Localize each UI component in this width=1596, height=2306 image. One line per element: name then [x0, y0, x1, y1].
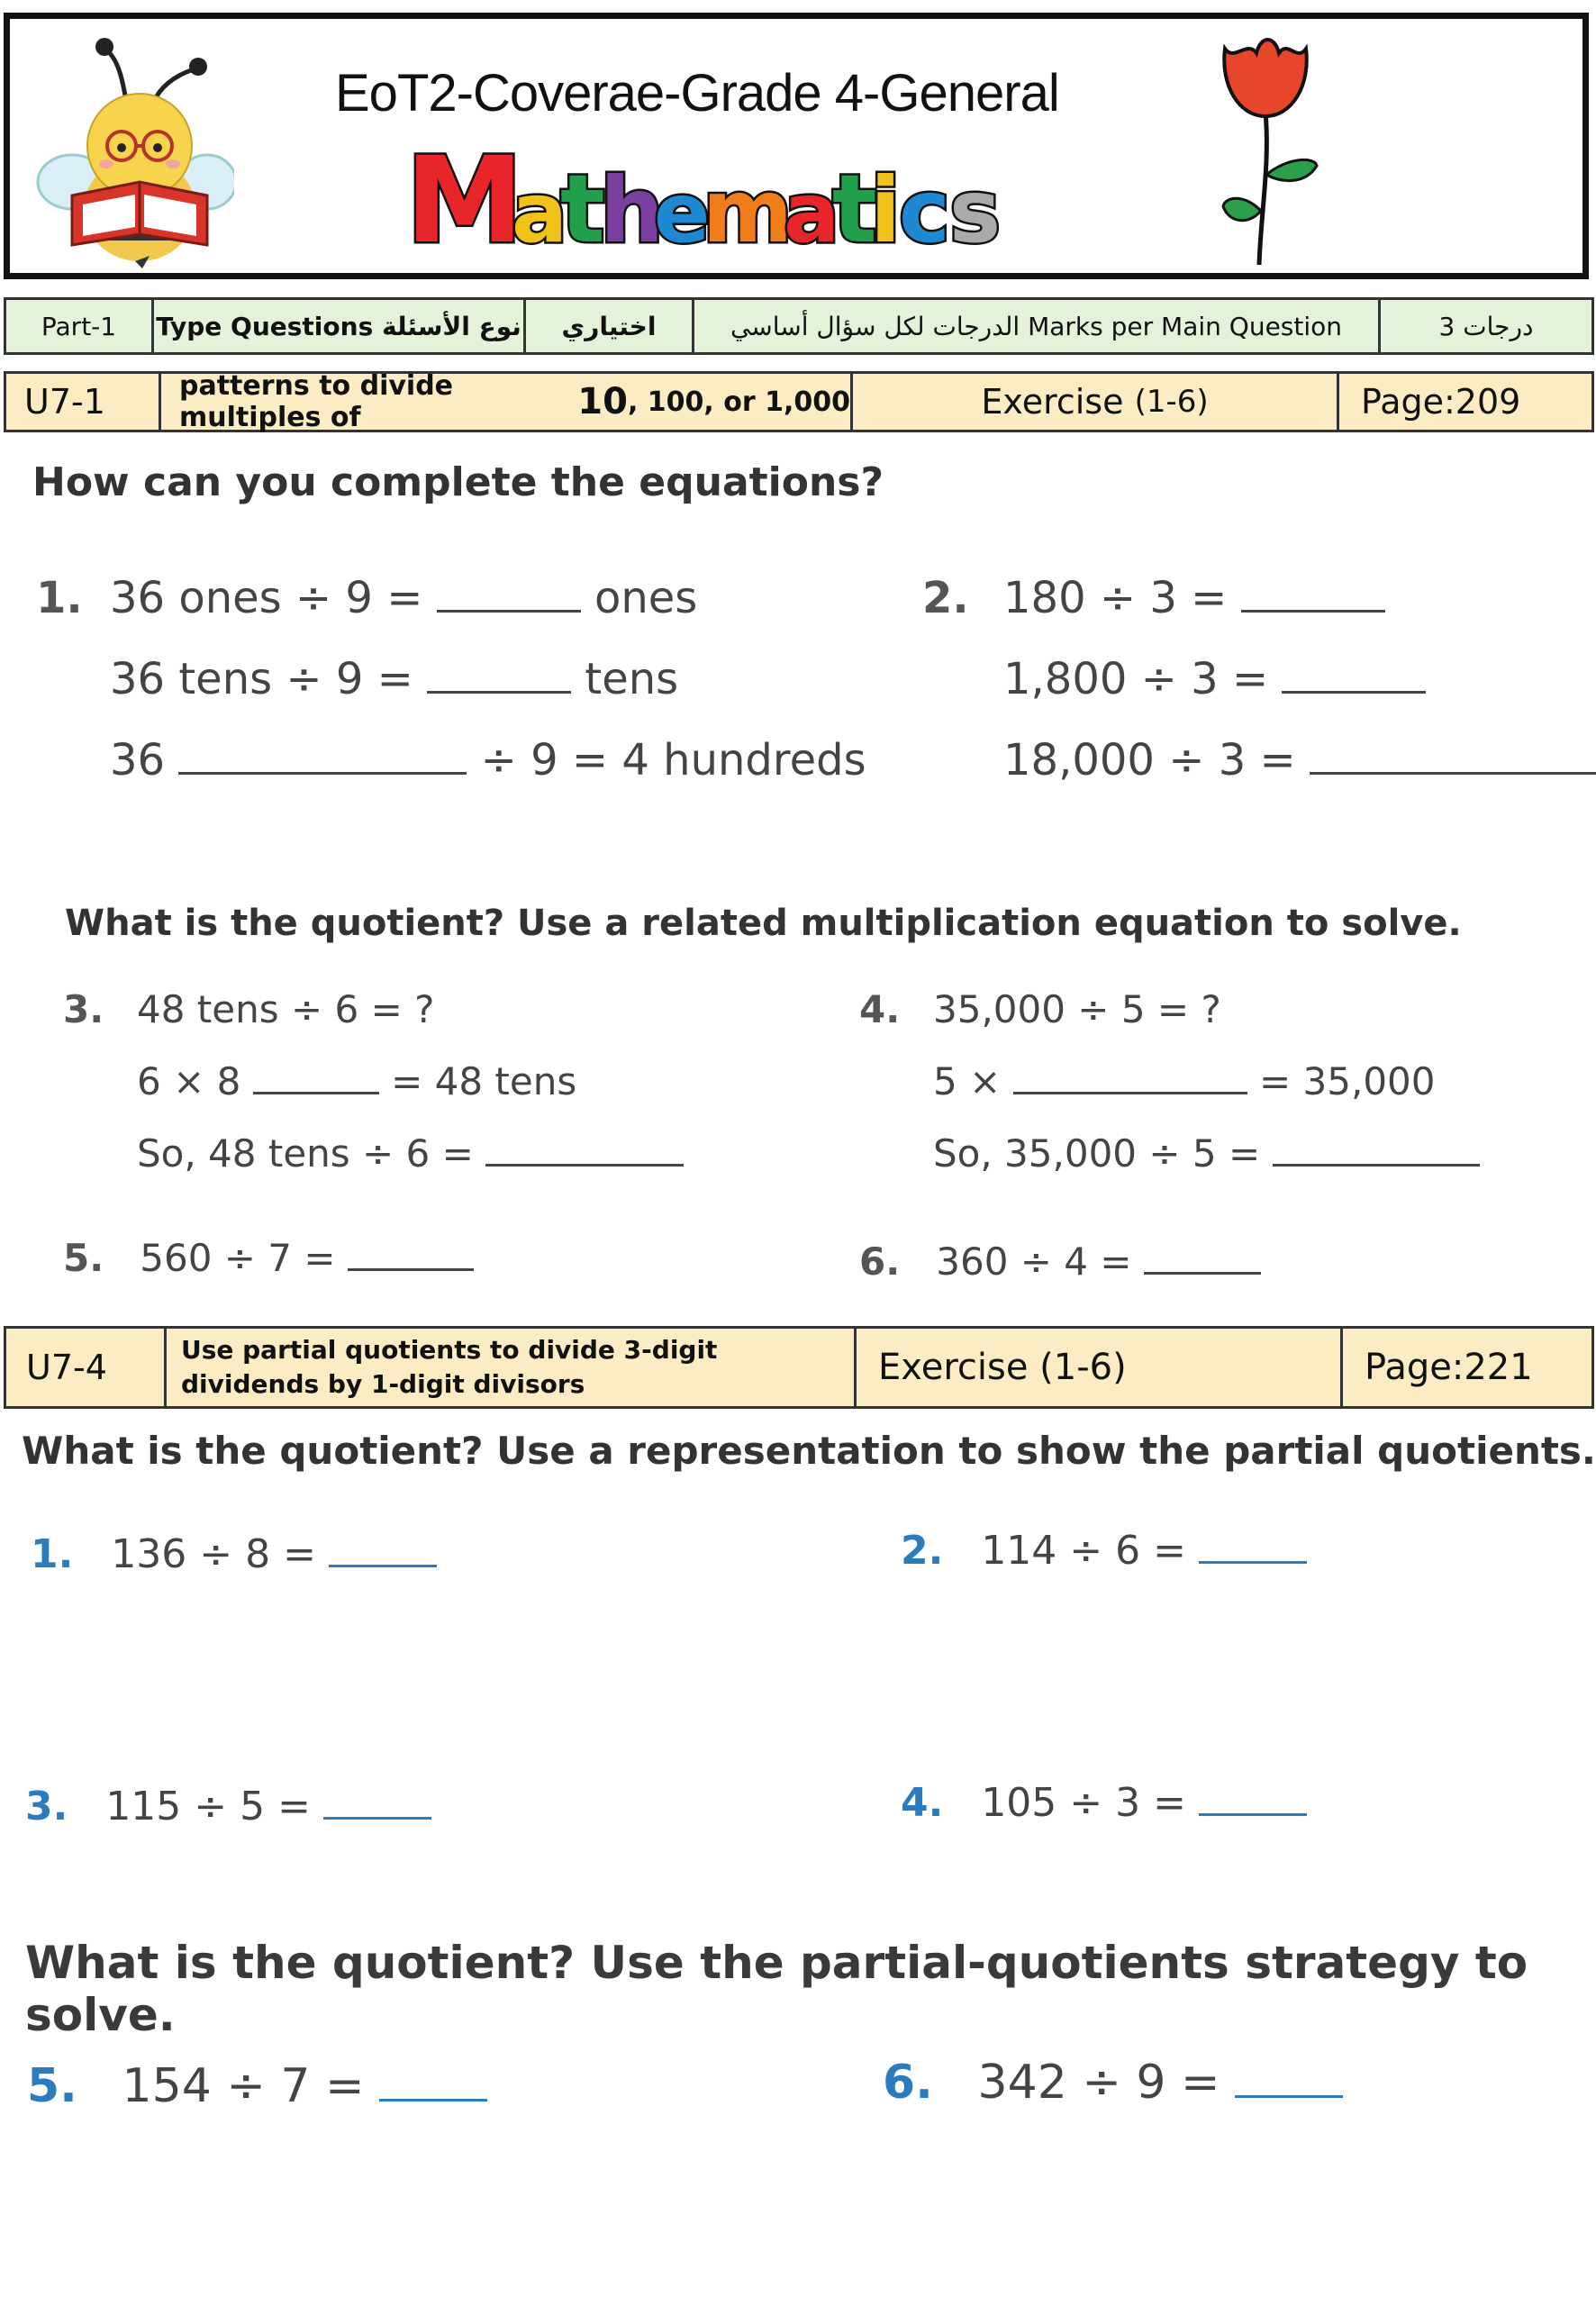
- answer-blank[interactable]: [1235, 2057, 1343, 2098]
- problem-5: [63, 1236, 474, 1280]
- problem-6: [859, 1239, 1261, 1284]
- answer-blank[interactable]: [1310, 736, 1596, 775]
- problem-number: 1.: [36, 573, 83, 623]
- problem-text: 18,000 ÷ 3 =: [1003, 735, 1296, 785]
- question-number: 3.: [25, 1784, 68, 1829]
- problem-number: 6.: [859, 1239, 901, 1284]
- svg-text:s: s: [949, 161, 1002, 261]
- section1-heading2: What is the quotient? Use a related multiplication equation to solve.: [65, 903, 1462, 944]
- question-2: [901, 1528, 1307, 1574]
- answer-blank[interactable]: [1241, 574, 1385, 613]
- question-text: 115 ÷ 5 =: [105, 1784, 311, 1829]
- question-4: [901, 1780, 1307, 1826]
- section2-header-row: [4, 1326, 1594, 1409]
- problem-text: = 48 tens: [391, 1059, 577, 1103]
- topic-text-big: 10: [577, 381, 628, 422]
- problem-text: 36 ones ÷ 9 =: [110, 573, 423, 623]
- answer-blank[interactable]: [485, 1133, 684, 1167]
- question-text: 154 ÷ 7 =: [122, 2059, 365, 2113]
- problem-2c: [1003, 735, 1596, 785]
- info-row: [4, 297, 1594, 355]
- answer-blank[interactable]: [1199, 1529, 1307, 1564]
- exercise-range: (1-6): [1134, 384, 1209, 420]
- answer-blank[interactable]: [437, 574, 581, 613]
- page-label: Page:209: [1361, 382, 1521, 422]
- problem-3c: [137, 1131, 684, 1176]
- problem-4b: [933, 1059, 1436, 1103]
- exercise-label: Exercise (1-6): [857, 1329, 1343, 1406]
- bee-reading-icon: [36, 20, 234, 270]
- marks-label-cell: الدرجات لكل سؤال أساسي Marks per Main Question: [694, 300, 1381, 352]
- problem-text: 180 ÷ 3 =: [1003, 573, 1228, 623]
- answer-blank[interactable]: [178, 736, 467, 775]
- section2-heading2: What is the quotient? Use the partial-quotients strategy to solve.: [25, 1937, 1528, 2041]
- question-number: 6.: [883, 2056, 933, 2110]
- answer-blank[interactable]: [348, 1238, 474, 1271]
- problem-text: = 35,000: [1258, 1059, 1436, 1103]
- flower-icon: [1207, 22, 1324, 270]
- mathematics-logo: [405, 135, 1018, 261]
- problem-text: 360 ÷ 4 =: [936, 1239, 1132, 1284]
- svg-text:h: h: [600, 158, 665, 261]
- problem-number: 3.: [63, 987, 104, 1031]
- part-cell: Part-1: [6, 300, 154, 352]
- problem-4a: 35,000 ÷ 5 = ?: [933, 987, 1221, 1031]
- svg-text:e: e: [654, 165, 711, 261]
- topic-text-pre: patterns to divide multiples of: [179, 370, 454, 433]
- question-1: [31, 1531, 437, 1577]
- choice-cell: اختياري: [526, 300, 694, 352]
- question-3: [25, 1784, 431, 1829]
- answer-blank[interactable]: [1199, 1781, 1307, 1816]
- problem-number: 4.: [859, 987, 901, 1031]
- problem-4c: [933, 1131, 1480, 1176]
- answer-blank[interactable]: [427, 655, 571, 694]
- section1-heading1: How can you complete the equations?: [32, 459, 884, 505]
- problem-text: tens: [585, 654, 679, 704]
- topic-label: [161, 370, 853, 433]
- section1-header-row: [4, 371, 1594, 432]
- question-number: 4.: [901, 1780, 944, 1826]
- problem-3b: [137, 1059, 576, 1103]
- exercise-text: Exercise: [981, 382, 1124, 422]
- problem-1a: [110, 573, 697, 623]
- problem-text: 560 ÷ 7 =: [140, 1236, 336, 1280]
- answer-blank[interactable]: [1144, 1241, 1261, 1275]
- answer-blank[interactable]: [1282, 655, 1426, 694]
- svg-text:t: t: [832, 154, 877, 261]
- problem-text: 5 ×: [933, 1059, 1002, 1103]
- problem-text: ÷ 9 = 4 hundreds: [480, 735, 866, 785]
- question-6: [883, 2056, 1343, 2110]
- problem-text: ones: [594, 573, 698, 623]
- page-title: EoT2-Coverae-Grade 4-General: [335, 64, 1059, 123]
- svg-text:a: a: [512, 165, 568, 261]
- problem-text: 6 × 8: [137, 1059, 241, 1103]
- unit-label: U7-1: [6, 374, 161, 430]
- marks-value-cell: 3 درجات: [1438, 311, 1534, 341]
- problem-text: 1,800 ÷ 3 =: [1003, 654, 1269, 704]
- problem-3a: 48 tens ÷ 6 = ?: [137, 987, 435, 1031]
- problem-text: So, 48 tens ÷ 6 =: [137, 1131, 474, 1176]
- answer-blank[interactable]: [323, 1784, 431, 1820]
- answer-blank[interactable]: [1013, 1061, 1247, 1094]
- question-5: [27, 2059, 487, 2113]
- question-text: 105 ÷ 3 =: [981, 1780, 1186, 1826]
- answer-blank[interactable]: [1273, 1133, 1480, 1167]
- problem-2a: [1003, 573, 1385, 623]
- svg-text:a: a: [784, 165, 840, 261]
- problem-2-number: [922, 573, 969, 623]
- problem-1-number: [36, 573, 83, 623]
- svg-text:m: m: [703, 161, 793, 261]
- problem-text: So, 35,000 ÷ 5 =: [933, 1131, 1261, 1176]
- topic-text-post: , 100, or 1,000: [627, 386, 850, 418]
- question-text: 114 ÷ 6 =: [981, 1528, 1186, 1574]
- question-number: 5.: [27, 2059, 77, 2113]
- question-text: 342 ÷ 9 =: [977, 2056, 1220, 2110]
- section2-heading1: What is the quotient? Use a representation to show the partial quotients.: [22, 1429, 1596, 1473]
- answer-blank[interactable]: [379, 2061, 487, 2102]
- answer-blank[interactable]: [329, 1532, 437, 1567]
- problem-text: 36 tens ÷ 9 =: [110, 654, 413, 704]
- question-number: 1.: [31, 1531, 74, 1577]
- problem-1b: [110, 654, 678, 704]
- svg-text:t: t: [560, 154, 605, 261]
- problem-text: 36: [110, 735, 166, 785]
- problem-4-number: [859, 987, 900, 1031]
- question-text: 136 ÷ 8 =: [111, 1531, 316, 1577]
- question-number: 2.: [901, 1528, 944, 1574]
- exercise-label: [853, 374, 1339, 430]
- unit-label: U7-4: [6, 1329, 167, 1406]
- svg-text:i: i: [870, 158, 902, 261]
- problem-1c: [110, 735, 866, 785]
- answer-blank[interactable]: [253, 1061, 379, 1094]
- problem-3-number: [63, 987, 104, 1031]
- svg-text:M: M: [405, 135, 524, 261]
- page-label: Page:221: [1365, 1347, 1533, 1388]
- problem-2b: [1003, 654, 1426, 704]
- problem-number: 5.: [63, 1236, 104, 1280]
- type-questions-cell: Type Questions نوع الأسئلة: [154, 300, 526, 352]
- topic-label: Use partial quotients to divide 3-digit dividends by 1-digit divisors: [167, 1329, 857, 1406]
- problem-number: 2.: [922, 573, 969, 623]
- svg-text:c: c: [899, 161, 950, 261]
